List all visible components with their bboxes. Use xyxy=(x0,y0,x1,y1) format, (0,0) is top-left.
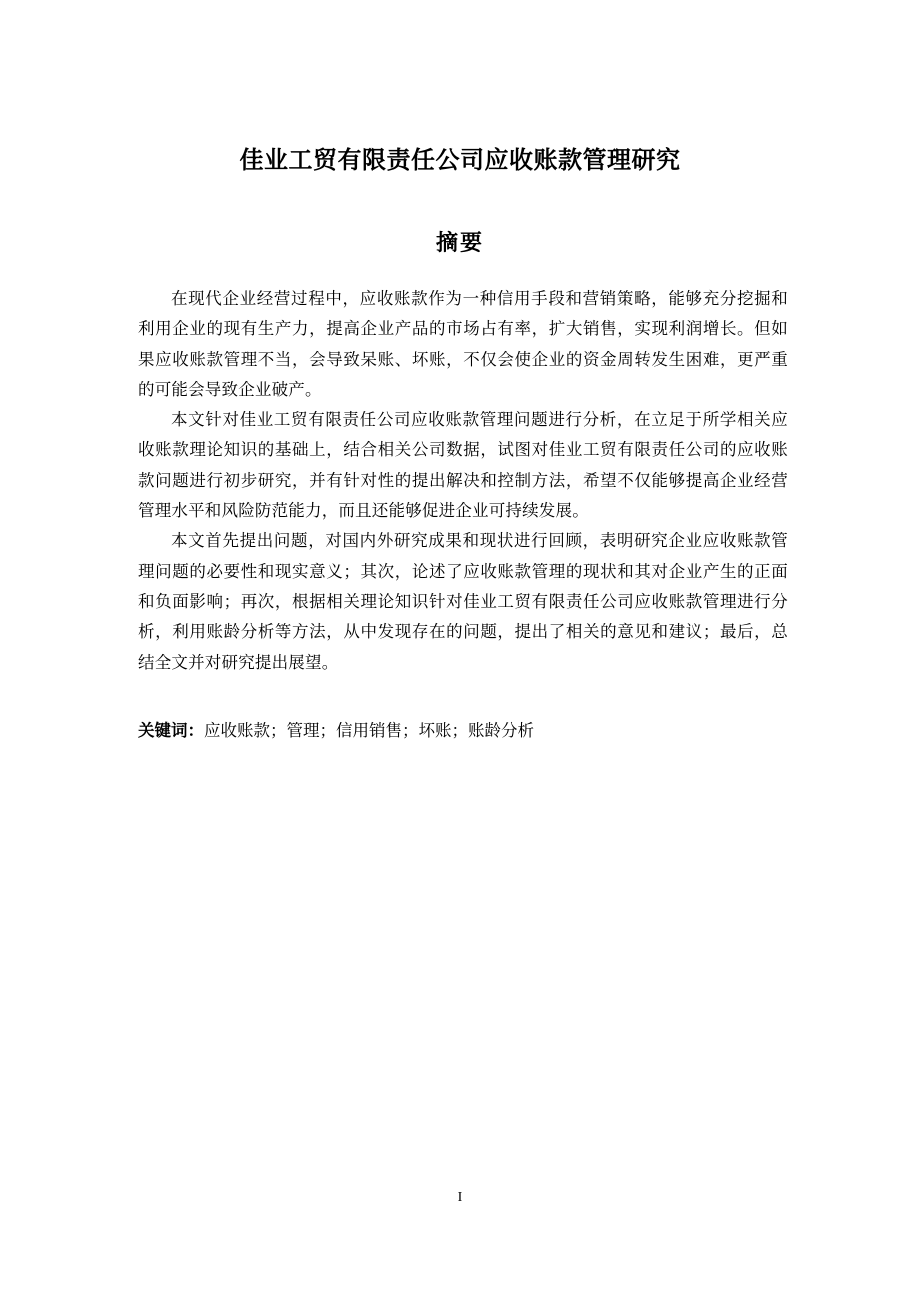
page-number: I xyxy=(457,1190,463,1205)
abstract-paragraph: 本文针对佳业工贸有限责任公司应收账款管理问题进行分析，在立足于所学相关应收账款理论知识的基础上，结合相关公司数据，试图对佳业工贸有限责任公司的应收账款问题进行初步研究，并有针对性的提出解决和控制方法，希望不仅能够提高企业经营管理水平和风险防范能力，而且还能够促进企业可持续发展。 xyxy=(138,410,788,521)
abstract-body xyxy=(138,284,788,678)
keywords-value: 应收账款；管理；信用销售；坏账；账龄分析 xyxy=(204,721,534,740)
abstract-paragraph: 在现代企业经营过程中，应收账款作为一种信用手段和营销策略，能够充分挖掘和利用企业的现有生产力，提高企业产品的市场占有率，扩大销售，实现利润增长。但如果应收账款管理不当，会导致呆账、坏账，不仅会使企业的资金周转发生困难，更严重的可能会导致企业破产。 xyxy=(138,289,788,399)
abstract-paragraph: 本文首先提出问题，对国内外研究成果和现状进行回顾，表明研究企业应收账款管理问题的必要性和现实意义；其次，论述了应收账款管理的现状和其对企业产生的正面和负面影响；再次，根据相关理论知识针对佳业工贸有限责任公司应收账款管理进行分析，利用账龄分析等方法，从中发现存在的问题，提出了相关的意见和建议；最后，总结全文并对研究提出展望。 xyxy=(138,531,788,672)
paper-title: 佳业工贸有限责任公司应收账款管理研究 xyxy=(239,146,681,174)
keywords-label: 关键词： xyxy=(138,721,204,740)
keywords-line xyxy=(138,716,788,746)
abstract-heading: 摘要 xyxy=(435,231,484,256)
